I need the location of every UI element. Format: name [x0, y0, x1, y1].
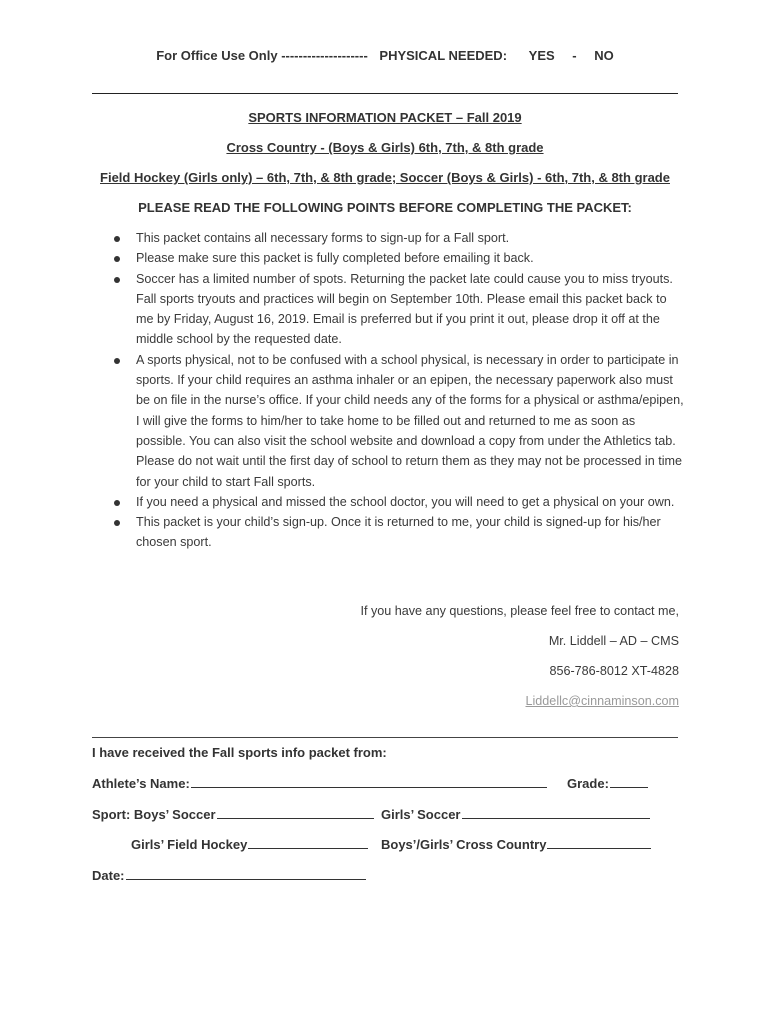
list-item [104, 248, 684, 268]
date-row [92, 867, 366, 883]
contact-email-link[interactable]: Liddellc@cinnaminson.com [525, 694, 679, 708]
cross-country-row [381, 836, 651, 852]
bullet-text: Soccer has a limited number of spots. Returning the packet late could cause you to miss tryouts. Fall sports tryouts and practices will begin on September 10th. Please email this packet back to me by Friday, August 16, 2019. Email is preferred but if you print it out, please drop it off at the middle school by the requested date. [136, 271, 673, 347]
office-use-label: For Office Use Only -------------------- [156, 48, 368, 63]
bullet-text: Please make sure this packet is fully completed before emailing it back. [136, 251, 534, 266]
bullet-icon [114, 500, 120, 506]
bullet-text: If you need a physical and missed the school doctor, you will need to get a physical on your own. [136, 494, 675, 509]
athlete-name-row [92, 775, 547, 791]
bullet-icon [114, 520, 120, 526]
boys-soccer-field[interactable] [217, 806, 374, 819]
top-divider [92, 93, 678, 94]
bullet-icon [114, 277, 120, 283]
no-option: NO [594, 48, 614, 63]
yes-option: YES [528, 48, 555, 63]
bullet-text: This packet contains all necessary forms to sign-up for a Fall sport. [136, 231, 510, 245]
grade-row [567, 775, 648, 791]
athlete-name-label: Athlete’s Name: [92, 776, 190, 791]
packet-title: SPORTS INFORMATION PACKET – Fall 2019 [248, 110, 522, 125]
contact-questions: If you have any questions, please feel free to contact me, [360, 604, 679, 618]
girls-soccer-label: Girls’ Soccer [381, 807, 461, 822]
received-statement: I have received the Fall sports info packet from: [92, 745, 387, 760]
cross-country-heading: Cross Country - (Boys & Girls) 6th, 7th, & 8th grade [226, 140, 544, 155]
grade-field[interactable] [610, 775, 648, 788]
bullet-icon [114, 358, 120, 364]
girls-soccer-field[interactable] [462, 806, 650, 819]
option-separator: - [572, 48, 577, 63]
cross-country-label: Boys’/Girls’ Cross Country [381, 837, 547, 852]
bullet-icon [114, 236, 120, 242]
grade-label: Grade: [567, 776, 609, 791]
list-item [104, 492, 684, 512]
list-item [104, 350, 684, 492]
form-divider [92, 737, 678, 738]
office-use-line [0, 48, 770, 63]
date-field[interactable] [126, 867, 366, 880]
bullet-icon [114, 256, 120, 262]
contact-phone: 856-786-8012 XT-4828 [549, 664, 679, 678]
physical-needed-label: PHYSICAL NEEDED: [379, 48, 508, 63]
cross-country-field[interactable] [547, 836, 651, 849]
girls-soccer-row [381, 806, 650, 822]
list-item [104, 228, 684, 248]
field-hockey-label: Girls’ Field Hockey [131, 837, 248, 852]
field-hockey-row [131, 836, 368, 852]
list-item [104, 512, 684, 553]
contact-name: Mr. Liddell – AD – CMS [548, 634, 679, 648]
instruction-heading: PLEASE READ THE FOLLOWING POINTS BEFORE COMPLETING THE PACKET: [138, 200, 632, 215]
field-hockey-field[interactable] [248, 836, 368, 849]
list-item [104, 269, 684, 350]
boys-soccer-label: Sport: Boys’ Soccer [92, 807, 216, 822]
athlete-name-field[interactable] [191, 775, 547, 788]
info-bullet-list [104, 228, 684, 553]
date-label: Date: [92, 868, 125, 883]
field-hockey-soccer-heading: Field Hockey (Girls only) – 6th, 7th, & 8th grade; Soccer (Boys & Girls) - 6th, 7th, & 8th grade [100, 170, 670, 185]
bullet-text: A sports physical, not to be confused with a school physical, is necessary in order to participate in sports. If your child requires an asthma inhaler or an epipen, the necessary paperwork also must be on file in the nurse’s office. If your child needs any of the forms for a physical or asthma/epipen, I will give the forms to him/her to take home to be filled out and returned to me as soon as possible. You can also visit the school website and download a copy from under the Athletics tab. Please do not wait until the first day of school to return them as they may not be processed in time for your child to start Fall sports. [136, 352, 684, 489]
bullet-text: This packet is your child’s sign-up. Once it is returned to me, your child is signed-up for his/her chosen sport. [136, 515, 661, 550]
boys-soccer-row [92, 806, 374, 822]
